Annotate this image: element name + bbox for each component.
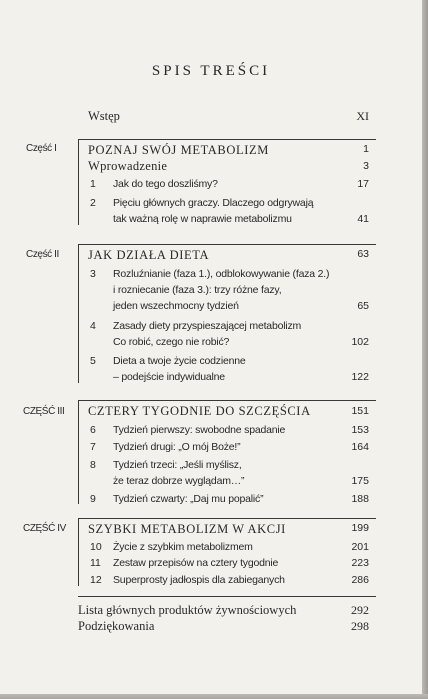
part-label: CZĘŚĆ IV: [23, 523, 66, 534]
page-edge-bottom: [0, 694, 428, 699]
toc-entry-page: 3: [363, 160, 369, 172]
part-vertical-rule: [78, 401, 79, 504]
part-rule: [78, 244, 376, 245]
part-title: POZNAJ SWÓJ METABOLIZM: [88, 143, 269, 157]
part-page: 199: [351, 522, 369, 534]
chapter-number: 7: [90, 441, 96, 453]
part-vertical-rule: [78, 519, 79, 586]
chapter-number: 5: [90, 355, 96, 367]
end-matter-entry: Lista głównych produktów żywnościowych: [78, 603, 297, 617]
page-edge-right: [422, 0, 428, 699]
toc-entry-title-line: tak ważną rolę w naprawie metabolizmu: [113, 213, 292, 225]
chapter-number: 9: [90, 493, 96, 505]
toc-entry-page: 41: [357, 213, 369, 225]
toc-entry-title: Dieta a twoje życie codzienne: [113, 355, 246, 367]
chapter-number: 8: [90, 459, 96, 471]
part-label: CZĘŚĆ III: [23, 406, 65, 417]
chapter-number: 1: [90, 178, 96, 190]
part-page: 1: [363, 143, 369, 155]
part-rule: [78, 518, 376, 519]
part-title: SZYBKI METABOLIZM W AKCJI: [88, 522, 286, 536]
toc-entry-title: Wprowadzenie: [88, 159, 168, 173]
toc-entry-page: 17: [357, 178, 369, 190]
page-title: SPIS TREŚCI: [151, 63, 271, 79]
part-page: 63: [357, 248, 369, 260]
chapter-number: 10: [90, 541, 102, 553]
toc-entry-title: Rozluźnianie (faza 1.), odblokowywanie (faza 2.): [113, 268, 330, 280]
chapter-number: 4: [90, 320, 96, 332]
part-label: Część I: [26, 143, 57, 154]
chapter-number: 6: [90, 424, 96, 436]
chapter-number: 11: [90, 557, 101, 569]
part-title: JAK DZIAŁA DIETA: [88, 248, 210, 262]
end-matter-rule: [78, 596, 376, 597]
toc-entry-title: Zasady diety przyspieszającej metabolizm: [113, 320, 302, 332]
toc-entry-page: 188: [351, 493, 369, 505]
part-title: CZTERY TYGODNIE DO SZCZĘŚCIA: [88, 404, 311, 418]
toc-entry-page: 201: [351, 541, 369, 553]
chapter-number: 2: [90, 197, 96, 209]
toc-entry-title-line: i rozniecanie (faza 3.): trzy różne fazy,: [113, 284, 282, 296]
toc-entry-page: 286: [351, 574, 369, 586]
toc-entry-title: Jak do tego doszliśmy?: [113, 178, 218, 190]
intro-page: XI: [356, 109, 369, 123]
toc-entry-page: 223: [351, 557, 369, 569]
toc-entry-title-line: że teraz dobrze wyglądam…”: [113, 475, 245, 487]
part-vertical-rule: [78, 140, 79, 225]
intro-label: Wstęp: [88, 109, 120, 123]
toc-entry-page: 65: [357, 300, 369, 312]
toc-entry-page: 164: [351, 441, 369, 453]
end-matter-page: 292: [351, 603, 369, 617]
toc-entry-title: Superprosty jadłospis dla zabieganych: [113, 574, 285, 586]
part-label: Część II: [26, 249, 59, 260]
toc-entry-title-line: jeden wszechmocny tydzień: [113, 300, 239, 312]
toc-entry-title: Życie z szybkim metabolizmem: [113, 541, 253, 553]
part-rule: [78, 400, 376, 401]
part-page: 151: [351, 405, 369, 417]
toc-entry-title: Zestaw przepisów na cztery tygodnie: [113, 557, 279, 569]
toc-entry-title: Tydzień pierwszy: swobodne spadanie: [113, 424, 286, 436]
toc-entry-title-line: – podejście indywidualne: [113, 371, 225, 383]
toc-entry-title: Tydzień drugi: „O mój Boże!”: [113, 441, 241, 453]
toc-entry-page: 122: [351, 371, 369, 383]
toc-entry-title: Pięciu głównych graczy. Dlaczego odgrywają: [113, 197, 314, 209]
toc-entry-page: 175: [351, 475, 369, 487]
toc-entry-title-line: Co robić, czego nie robić?: [113, 336, 230, 348]
toc-entry-page: 153: [351, 424, 369, 436]
toc-entry-title: Tydzień czwarty: „Daj mu popalić”: [113, 493, 264, 505]
end-matter-page: 298: [351, 619, 369, 633]
chapter-number: 12: [90, 574, 102, 586]
toc-entry-title: Tydzień trzeci: „Jeśli myślisz,: [113, 459, 242, 471]
toc-entry-page: 102: [351, 336, 369, 348]
part-rule: [78, 139, 376, 140]
part-vertical-rule: [78, 245, 79, 383]
end-matter-entry: Podziękowania: [78, 619, 155, 633]
chapter-number: 3: [90, 268, 96, 280]
